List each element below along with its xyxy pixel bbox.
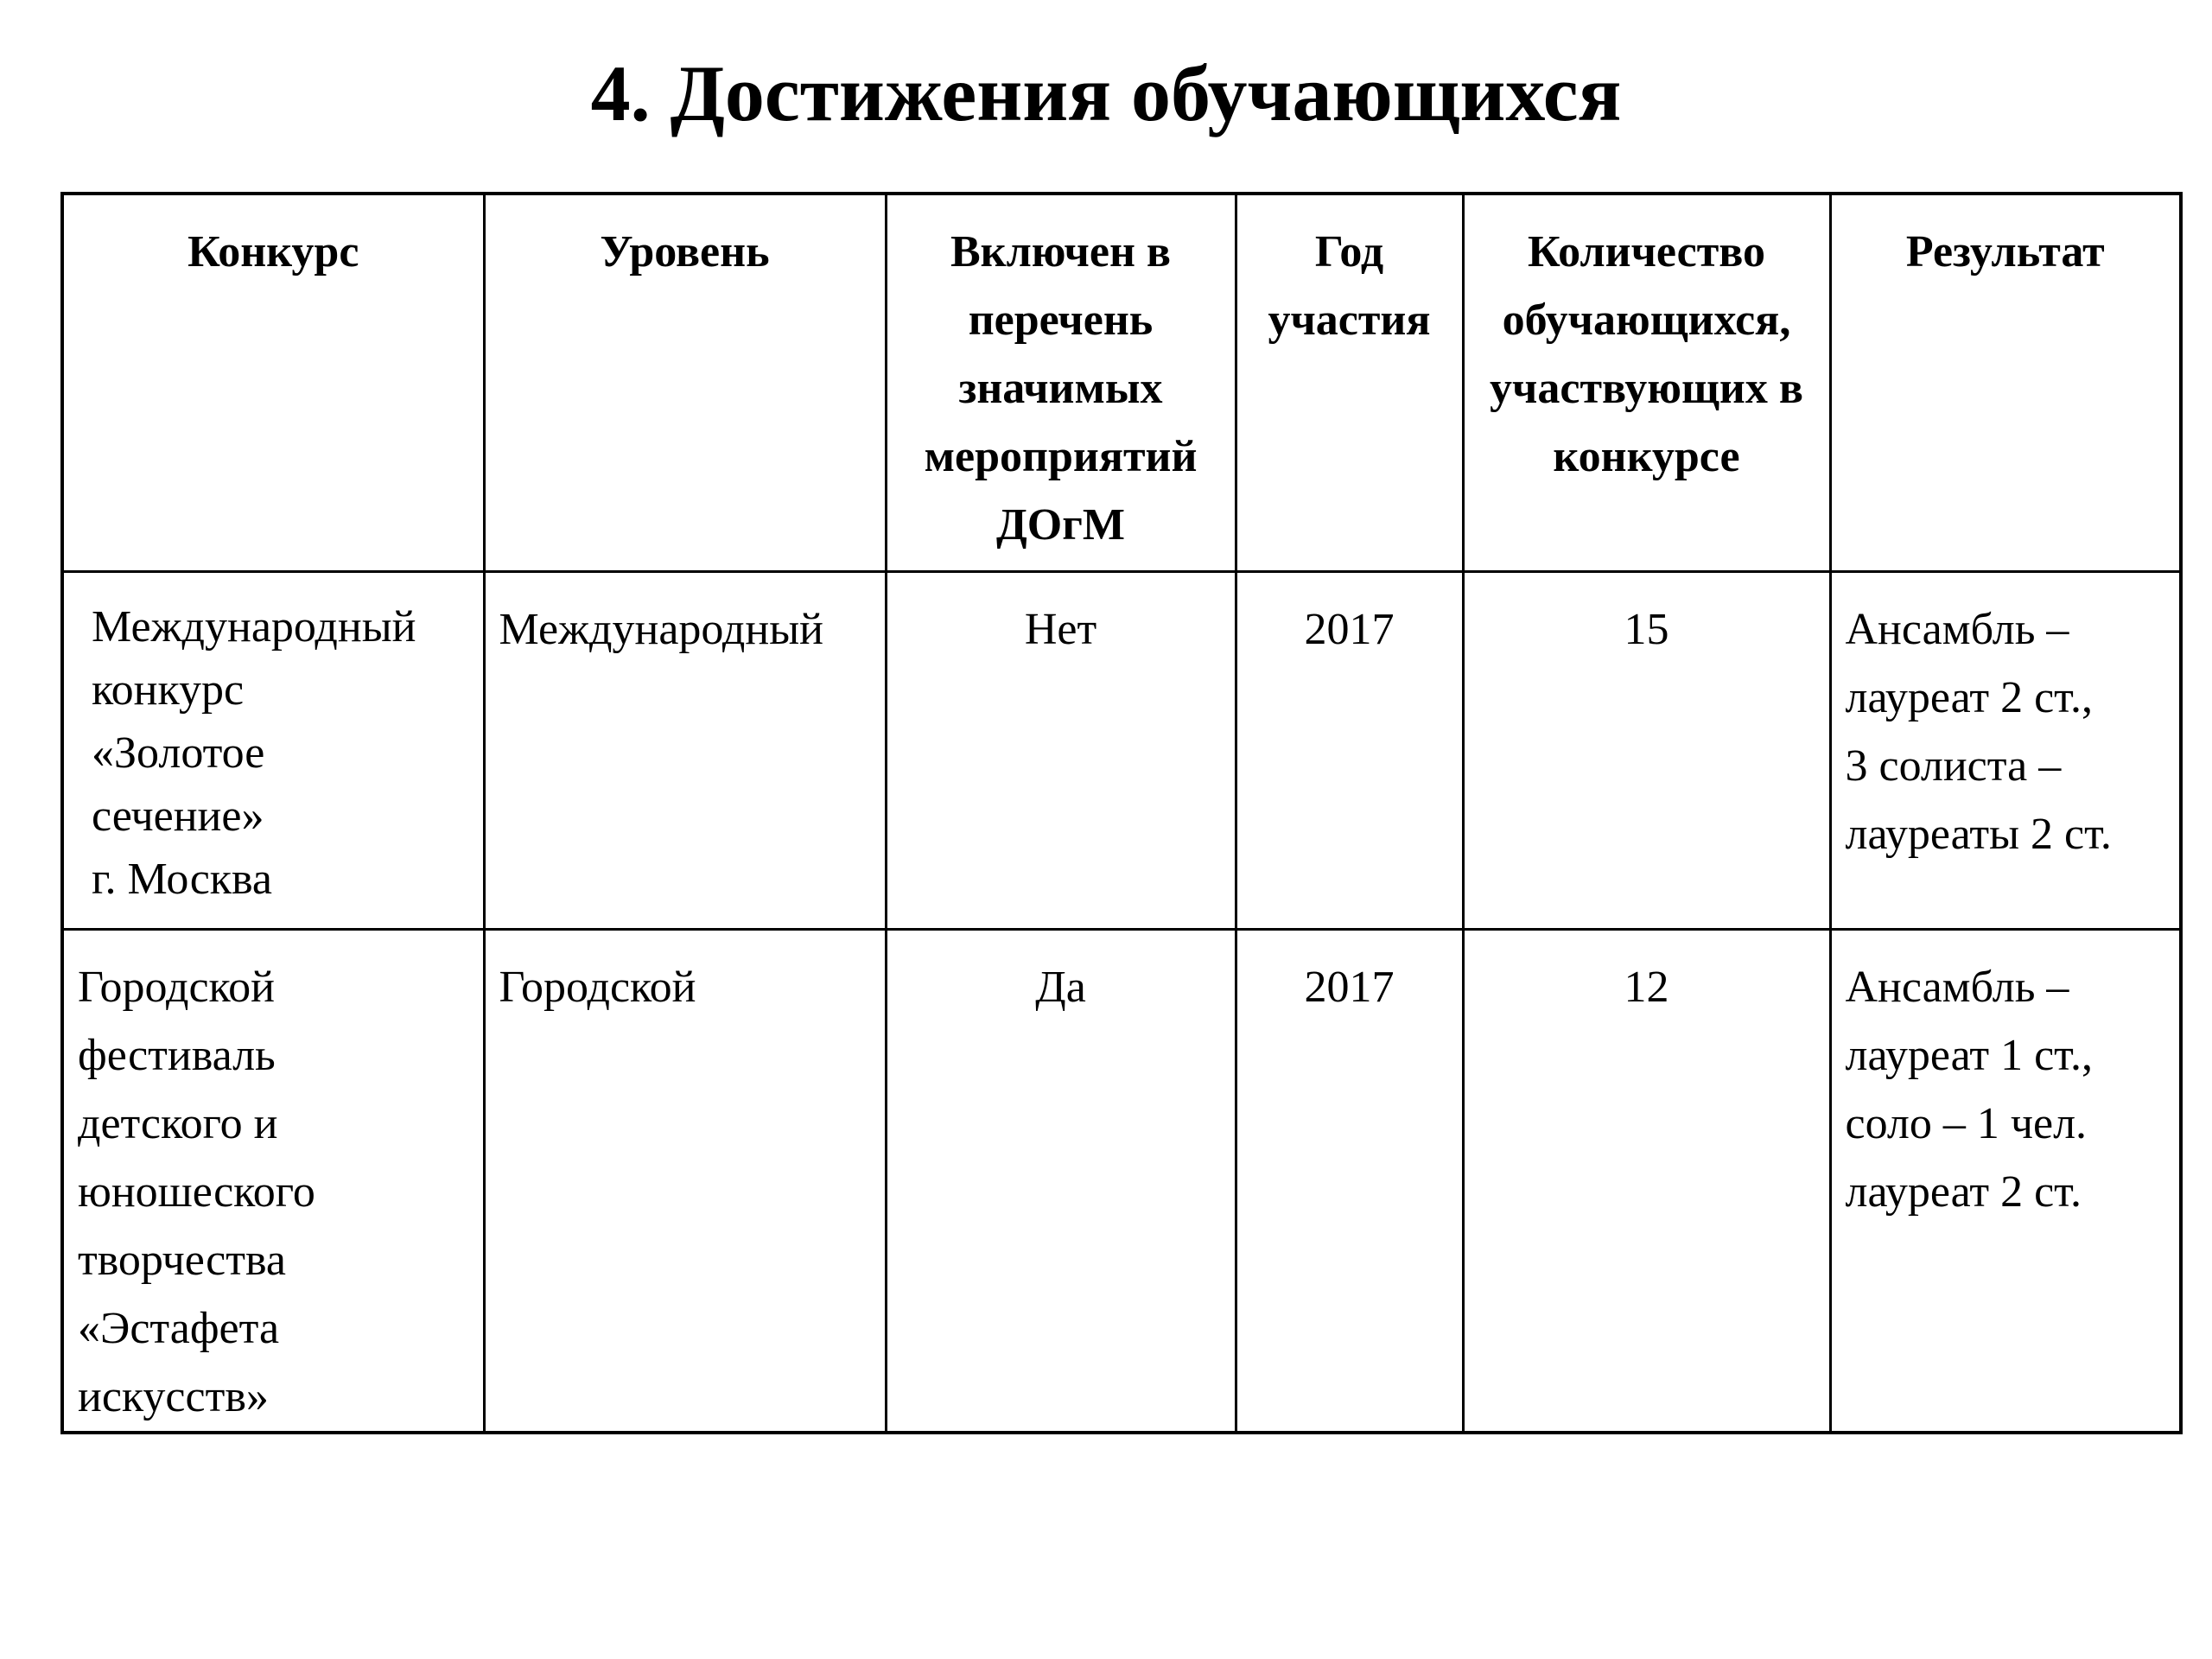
column-header-god: Год участия xyxy=(1236,194,1463,572)
cell-god: 2017 xyxy=(1236,572,1463,930)
achievements-table xyxy=(60,192,2183,1434)
column-header-kolichestvo: Количество обучающихся, участвующих в конкурсе xyxy=(1463,194,1830,572)
column-header-rezultat: Результат xyxy=(1830,194,2181,572)
page-title: 4. Достижения обучающихся xyxy=(590,49,1622,137)
cell-god: 2017 xyxy=(1236,930,1463,1433)
cell-uroven: Городской xyxy=(484,930,886,1433)
table-row xyxy=(62,930,2181,1433)
cell-vklyuchen: Да xyxy=(886,930,1236,1433)
table-row xyxy=(62,572,2181,930)
cell-vklyuchen: Нет xyxy=(886,572,1236,930)
column-header-vklyuchen: Включен в перечень значимых мероприятий ДОгМ xyxy=(886,194,1236,572)
cell-rezultat: Ансамбль – лауреат 1 ст., соло – 1 чел. лауреат 2 ст. xyxy=(1830,930,2181,1433)
column-header-konkurs: Конкурс xyxy=(62,194,484,572)
cell-rezultat: Ансамбль – лауреат 2 ст., 3 солиста – лауреаты 2 ст. xyxy=(1830,572,2181,930)
column-header-uroven: Уровень xyxy=(484,194,886,572)
table-header-row xyxy=(62,194,2181,572)
cell-konkurs: Международный конкурс «Золотое сечение» г. Москва xyxy=(62,572,484,930)
cell-konkurs: Городской фестиваль детского и юношеского творчества «Эстафета искусств» xyxy=(62,930,484,1433)
cell-kolichestvo: 12 xyxy=(1463,930,1830,1433)
cell-kolichestvo: 15 xyxy=(1463,572,1830,930)
cell-uroven: Международный xyxy=(484,572,886,930)
